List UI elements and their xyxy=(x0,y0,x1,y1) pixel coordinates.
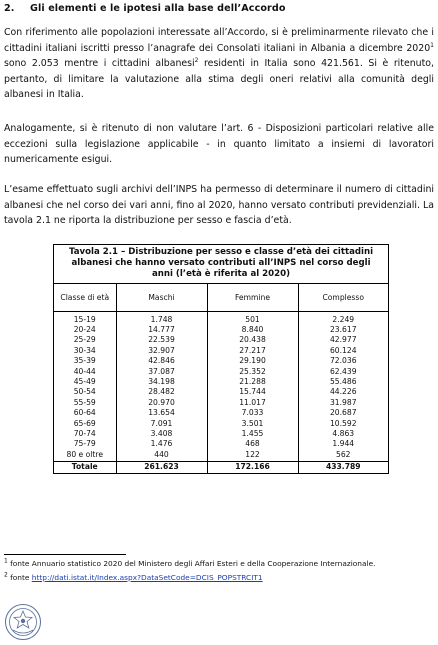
cell-males: 20.970 xyxy=(116,398,207,408)
paragraph-1 xyxy=(4,25,434,103)
table-row xyxy=(54,419,388,429)
cell-total: 31.987 xyxy=(329,397,357,407)
cell-females: 15.744 xyxy=(207,387,298,397)
cell-total: 60.124 xyxy=(329,345,357,355)
cell-females: 3.501 xyxy=(207,419,298,429)
cell-females: 29.190 xyxy=(207,356,298,366)
cell-age-class: 50-54 xyxy=(54,387,116,397)
table-row xyxy=(54,335,388,345)
cell-females: 468 xyxy=(207,439,298,449)
footnote-2 xyxy=(4,573,436,583)
table-header-row xyxy=(54,284,388,311)
cell-total: 42.977 xyxy=(329,335,357,345)
footnote-2-mark: 2 xyxy=(4,571,8,579)
table-row xyxy=(54,387,388,397)
cell-males: 37.087 xyxy=(116,367,207,377)
cell-total: 20.687 xyxy=(329,408,357,418)
section-heading xyxy=(4,3,286,14)
cell-age-class: 25-29 xyxy=(54,335,116,345)
footnote-ref-2[interactable]: 2 xyxy=(194,57,199,65)
cell-males: 28.482 xyxy=(116,387,207,397)
footnote-2-link[interactable]: http://dati.istat.it/Index.aspx?DataSetCode=DCIS_POPSTRCIT1 xyxy=(31,573,263,582)
cell-total: 1.944 xyxy=(332,439,355,449)
table-row xyxy=(54,408,388,418)
table-caption: Tavola 2.1 – Distribuzione per sesso e classe d’età dei cittadini albanesi che hanno versato contributi all’INPS nel corso degli anni (l’età è riferita al 2020) xyxy=(54,245,388,284)
header-males: Maschi xyxy=(116,284,207,311)
cell-age-class: 15-19 xyxy=(54,311,116,325)
cell-females: 27.217 xyxy=(207,346,298,356)
cell-age-class: 80 e oltre xyxy=(54,450,116,462)
seal-icon xyxy=(4,603,42,641)
table-row xyxy=(54,398,388,408)
table-row xyxy=(54,356,388,366)
table-grid xyxy=(54,284,388,473)
cell-age-class: 60-64 xyxy=(54,408,116,418)
paragraph-1-text-c: residenti in Italia sono 421.561. Si è ritenuto, pertanto, di limitare la valutazione alla stima degli oneri relativi alla comunità degli albanesi in Italia. xyxy=(4,58,435,101)
cell-females: 7.033 xyxy=(207,408,298,418)
cell-females: 122 xyxy=(207,450,298,462)
cell-age-class: 30-34 xyxy=(54,346,116,356)
cell-females: 1.455 xyxy=(207,429,298,439)
cell-females: 21.288 xyxy=(207,377,298,387)
cell-age-class: 35-39 xyxy=(54,356,116,366)
footnote-1-mark: 1 xyxy=(4,557,8,565)
footnote-ref-1[interactable]: 1 xyxy=(430,41,434,49)
table-row xyxy=(54,439,388,449)
header-total: Complesso xyxy=(298,284,388,311)
cell-females: 8.840 xyxy=(207,325,298,335)
table-body xyxy=(54,311,388,473)
total-females: 172.166 xyxy=(207,462,298,473)
cell-age-class: 75-79 xyxy=(54,439,116,449)
footnote-separator xyxy=(4,554,126,555)
cell-females: 501 xyxy=(207,311,298,325)
cell-age-class: 20-24 xyxy=(54,325,116,335)
cell-males: 22.539 xyxy=(116,335,207,345)
cell-total: 562 xyxy=(336,449,351,459)
section-title: Gli elementi e le ipotesi alla base dell’Accordo xyxy=(30,3,286,14)
paragraph-1-text-a: Con riferimento alle popolazioni interessate all’Accordo, si è preliminarmente rilevato che i cittadini italiani iscritti presso l’anagrafe dei Consolati italiani in Albania a dicembre 2020 xyxy=(4,27,434,54)
table-row xyxy=(54,325,388,335)
paragraph-2: Analogamente, si è ritenuto di non valutare l’art. 6 - Disposizioni particolari relative alle eccezioni sulla legislazione applicabile - in quanto limitato a insiemi di lavoratori numericamente esigui. xyxy=(4,123,434,166)
footnote-1-text: fonte Annuario statistico 2020 del Ministero degli Affari Esteri e della Cooperazione Internazionale. xyxy=(7,559,376,568)
section-number: 2. xyxy=(4,3,15,14)
total-males: 261.623 xyxy=(116,462,207,473)
cell-males: 7.091 xyxy=(116,419,207,429)
cell-males: 32.907 xyxy=(116,346,207,356)
cell-males: 42.846 xyxy=(116,356,207,366)
cell-females: 25.352 xyxy=(207,367,298,377)
cell-females: 20.438 xyxy=(207,335,298,345)
header-females: Femmine xyxy=(207,284,298,311)
total-age-class: Totale xyxy=(54,462,116,473)
cell-total: 10.592 xyxy=(329,418,357,428)
paragraph-1-text-b: sono 2.053 mentre i cittadini albanesi xyxy=(4,58,195,70)
cell-total: 62.439 xyxy=(329,366,357,376)
cell-total: 55.486 xyxy=(329,376,357,386)
table-total-row xyxy=(54,462,388,473)
paragraph-3: L’esame effettuato sugli archivi dell’INPS ha permesso di determinare il numero di cittadini albanesi che nel corso dei vari anni, fino al 2020, hanno versato contributi previdenziali. La tavola 2.1 ne riporta la distribuzione per sesso e fascia d’età. xyxy=(4,184,434,227)
table-row xyxy=(54,367,388,377)
footnote-2-text: fonte xyxy=(7,573,32,582)
cell-males: 14.777 xyxy=(116,325,207,335)
cell-total: 2.249 xyxy=(332,314,355,324)
cell-age-class: 55-59 xyxy=(54,398,116,408)
cell-total: 72.036 xyxy=(329,356,357,366)
table-row xyxy=(54,311,388,325)
cell-total: 4.863 xyxy=(332,428,355,438)
cell-males: 440 xyxy=(116,450,207,462)
table-row xyxy=(54,346,388,356)
table-row xyxy=(54,377,388,387)
cell-males: 1.476 xyxy=(116,439,207,449)
cell-age-class: 65-69 xyxy=(54,419,116,429)
footnote-1 xyxy=(4,559,436,569)
table-row xyxy=(54,450,388,462)
cell-age-class: 45-49 xyxy=(54,377,116,387)
cell-total: 44.226 xyxy=(329,387,357,397)
cell-age-class: 70-74 xyxy=(54,429,116,439)
cell-males: 13.654 xyxy=(116,408,207,418)
cell-males: 1.748 xyxy=(116,311,207,325)
cell-age-class: 40-44 xyxy=(54,367,116,377)
cell-total: 23.617 xyxy=(329,324,357,334)
cell-females: 11.017 xyxy=(207,398,298,408)
total-total: 433.789 xyxy=(298,462,388,473)
cell-males: 3.408 xyxy=(116,429,207,439)
table-row xyxy=(54,429,388,439)
header-age-class: Classe di età xyxy=(54,284,116,311)
data-table xyxy=(53,244,389,474)
cell-males: 34.198 xyxy=(116,377,207,387)
